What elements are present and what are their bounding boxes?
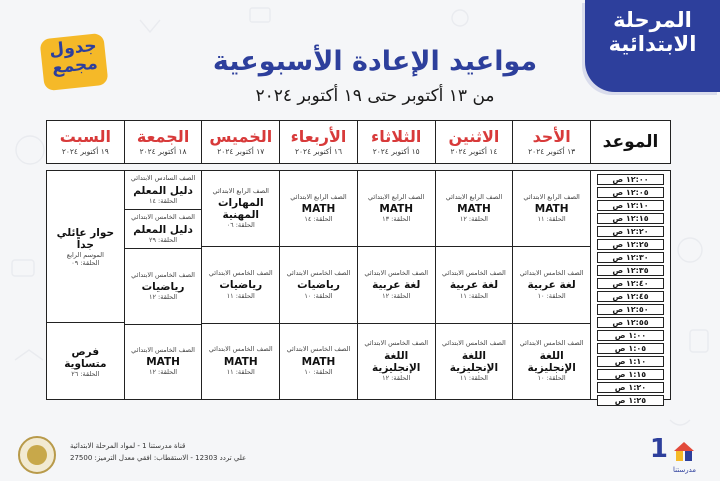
time-slot: ١٢:٥٠ ص	[597, 304, 664, 315]
time-slot: ١٢:٤٠ ص	[597, 278, 664, 289]
program-slot	[436, 247, 513, 323]
header-row	[46, 120, 671, 164]
program-slot	[358, 171, 435, 247]
slot-episode: الحلقة: ١٢	[148, 293, 178, 302]
program-slot	[47, 171, 124, 323]
header-day-thu	[201, 121, 279, 163]
slot-subject: لغة عربية	[372, 279, 421, 292]
time-header-label: الموعد	[602, 131, 659, 152]
slot-grade: الصف الخامس الابتدائي	[519, 339, 584, 348]
day-name: الأحد	[532, 127, 571, 147]
slot-subject: حوار عائلي جداً	[56, 227, 115, 252]
stage-badge	[585, 0, 720, 92]
slot-episode: الحلقة: ٠٩	[71, 258, 100, 267]
slot-episode: الحلقة: ٢٩	[148, 235, 178, 244]
slot-subject: MATH	[223, 355, 258, 368]
channel-info: قناة مدرستنا 1 - لمواد المرحلة الابتدائية	[70, 442, 186, 450]
program-slot	[280, 324, 357, 399]
slot-grade: الصف السادس الابتدائي	[130, 174, 196, 183]
column-tue	[357, 171, 435, 399]
time-slot: ١٢:٠٠ ص	[597, 174, 664, 185]
program-slot	[202, 324, 279, 399]
slot-subject: دليل المعلم	[133, 223, 193, 236]
logo-line2: مجمع	[51, 53, 99, 79]
frequency-info: علي تردد 12303 - الاستقطاب: افقي معدل الترميز: 27500	[70, 454, 247, 462]
date-range: من ١٣ أكتوبر حتى ١٩ أكتوبر ٢٠٢٤	[255, 86, 495, 106]
logo-text	[36, 36, 111, 79]
day-name: الجمعة	[136, 127, 190, 147]
time-slot: ١٢:٠٥ ص	[597, 187, 664, 198]
slot-subject: اللغة الإنجليزية	[372, 349, 421, 374]
time-slot: ١٢:٤٥ ص	[597, 291, 664, 302]
day-name: الثلاثاء	[371, 127, 422, 147]
time-slot: ١٢:٣٠ ص	[597, 252, 664, 263]
program-slot	[358, 324, 435, 399]
slot-grade: الصف الرابع الابتدائي	[523, 192, 580, 201]
day-name: الخميس	[209, 127, 273, 147]
slot-subject: المهارات المهنية	[217, 197, 264, 222]
column-wed	[279, 171, 357, 399]
schedule-grid	[46, 170, 671, 405]
slot-episode: الحلقة: ١٢	[382, 373, 411, 382]
slot-grade: الصف الرابع الابتدائي	[290, 192, 347, 201]
header-time	[590, 121, 670, 163]
program-slot	[358, 247, 435, 323]
time-slot: ١:٠٥ ص	[597, 343, 664, 354]
slot-grade: الصف الرابع الابتدائي	[367, 192, 425, 201]
slot-grade: الصف الخامس الابتدائي	[364, 268, 429, 277]
day-date: ١٨ أكتوبر ٢٠٢٤	[139, 146, 187, 156]
time-slot: ١:١٥ ص	[597, 369, 664, 380]
stage-line1: المرحلة	[613, 8, 692, 32]
slot-episode: الحلقة: ١٠	[304, 367, 333, 376]
slot-grade: الصف الخامس الابتدائي	[131, 345, 195, 354]
slot-episode: الحلقة: ١٢	[148, 368, 178, 377]
slot-subject: MATH	[379, 203, 414, 216]
slot-grade: الصف الخامس الابتدائي	[131, 213, 195, 222]
day-date: ١٤ أكتوبر ٢٠٢٤	[450, 146, 498, 156]
program-slot	[436, 324, 513, 399]
program-slot	[513, 324, 590, 399]
time-slot: ١٢:٣٥ ص	[597, 265, 664, 276]
slot-subject: دليل المعلم	[133, 184, 193, 197]
slot-episode: الحلقة: ١١	[459, 373, 488, 382]
slot-episode: الحلقة: ١٤	[148, 196, 178, 205]
column-thu	[201, 171, 279, 399]
slot-episode: الحلقة: ١١	[537, 215, 566, 224]
logo	[38, 36, 110, 96]
day-name: السبت	[59, 127, 111, 147]
column-fri	[124, 171, 202, 399]
header-day-sun	[512, 121, 590, 163]
slot-grade: الصف الخامس الابتدائي	[208, 268, 273, 277]
day-date: ١٦ أكتوبر ٢٠٢٤	[295, 146, 342, 156]
program-slot	[202, 171, 279, 247]
program-slot	[513, 171, 590, 247]
header-day-tue	[357, 121, 435, 163]
column-sat	[47, 171, 124, 399]
slot-subject: MATH	[301, 203, 336, 216]
slot-subject: لغة عربية	[449, 279, 499, 292]
slot-episode: الحلقة: ١٣	[382, 215, 411, 224]
slot-grade: الصف الخامس الابتدائي	[131, 270, 195, 279]
day-date: ١٩ أكتوبر ٢٠٢٤	[61, 146, 109, 156]
house-icon	[672, 440, 696, 462]
day-name: الاثنين	[448, 127, 500, 147]
slot-subject: رياضيات	[219, 279, 263, 292]
slot-grade: الصف الخامس الابتدائي	[442, 268, 506, 277]
brand-name: مدرستنا	[672, 466, 696, 474]
slot-season: الموسم الرابع	[66, 251, 104, 260]
slot-subject: فرص متساوية	[64, 345, 107, 370]
program-slot	[47, 323, 124, 399]
program-slot	[513, 247, 590, 323]
slot-episode: الحلقة: ١٠	[537, 291, 566, 300]
time-slot: ١:٠٠ ص	[597, 330, 664, 341]
brand-logo	[640, 434, 700, 478]
slot-grade: الصف الخامس الابتدائي	[208, 345, 273, 354]
slot-grade: الصف الرابع الابتدائي	[445, 192, 503, 201]
slot-grade: الصف الرابع الابتدائي	[212, 186, 269, 195]
column-mon	[435, 171, 513, 399]
program-slot	[125, 325, 202, 399]
slot-grade: الصف الخامس الابتدائي	[519, 268, 584, 277]
program-slot	[125, 171, 202, 210]
program-slot	[436, 171, 513, 247]
day-date: ١٥ أكتوبر ٢٠٢٤	[372, 146, 420, 156]
slot-subject: لغة عربية	[527, 279, 576, 292]
time-slot: ١٢:٢٠ ص	[597, 226, 664, 237]
slot-episode: الحلقة: ١١	[459, 291, 488, 300]
program-slot	[280, 171, 357, 247]
slot-subject: اللغة الإنجليزية	[527, 349, 576, 374]
time-column	[590, 171, 670, 405]
slot-subject: MATH	[534, 203, 569, 216]
logo-line1: جدول	[48, 35, 98, 61]
slot-grade: الصف الخامس الابتدائي	[286, 268, 351, 277]
header-day-fri	[124, 121, 202, 163]
slot-episode: الحلقة: ١٠	[537, 373, 566, 382]
slot-episode: الحلقة: ١٤	[304, 215, 333, 224]
slot-subject: رياضيات	[141, 280, 185, 293]
slot-grade: الصف الخامس الابتدائي	[364, 339, 429, 348]
brand-number: 1	[649, 434, 668, 464]
column-sun	[512, 171, 590, 399]
program-slot	[202, 247, 279, 323]
slot-episode: الحلقة: ١١	[226, 367, 255, 376]
slot-grade: الصف الخامس الابتدائي	[286, 345, 351, 354]
header-day-wed	[279, 121, 357, 163]
slot-episode: الحلقة: ١١	[226, 291, 255, 300]
time-slot: ١:٢٥ ص	[597, 395, 664, 406]
program-slot	[125, 210, 202, 249]
slot-subject: MATH	[457, 203, 491, 216]
program-slot	[125, 249, 202, 324]
time-slot: ١٢:١٥ ص	[597, 213, 664, 224]
header-day-sat	[47, 121, 124, 163]
time-slot: ١٢:١٠ ص	[597, 200, 664, 211]
day-date: ١٧ أكتوبر ٢٠٢٤	[217, 146, 265, 156]
time-slot: ١٢:٢٥ ص	[597, 239, 664, 250]
day-name: الأربعاء	[290, 127, 347, 147]
slot-grade: الصف الخامس الابتدائي	[442, 339, 506, 348]
time-slot: ١:١٠ ص	[597, 356, 664, 367]
slot-episode: الحلقة: ٠٦	[226, 221, 255, 230]
ministry-seal-icon	[18, 436, 56, 474]
day-date: ١٣ أكتوبر ٢٠٢٤	[528, 146, 576, 156]
slot-subject: اللغة الإنجليزية	[449, 349, 499, 374]
footer	[0, 432, 720, 481]
slot-subject: MATH	[146, 356, 180, 369]
header-day-mon	[435, 121, 513, 163]
slot-episode: الحلقة: ١٢	[459, 215, 488, 224]
slot-episode: الحلقة: ١٢	[382, 291, 411, 300]
page-title: مواعيد الإعادة الأسبوعية	[212, 46, 538, 77]
slot-subject: رياضيات	[297, 279, 340, 292]
slot-episode: الحلقة: ١٠	[304, 291, 333, 300]
time-slot: ١٢:٥٥ ص	[597, 317, 664, 328]
time-slot: ١:٢٠ ص	[597, 382, 664, 393]
slot-episode: الحلقة: ٢٦	[71, 369, 100, 378]
slot-subject: MATH	[301, 355, 336, 368]
stage-line2: الابتدائية	[608, 32, 697, 57]
program-slot	[280, 247, 357, 323]
